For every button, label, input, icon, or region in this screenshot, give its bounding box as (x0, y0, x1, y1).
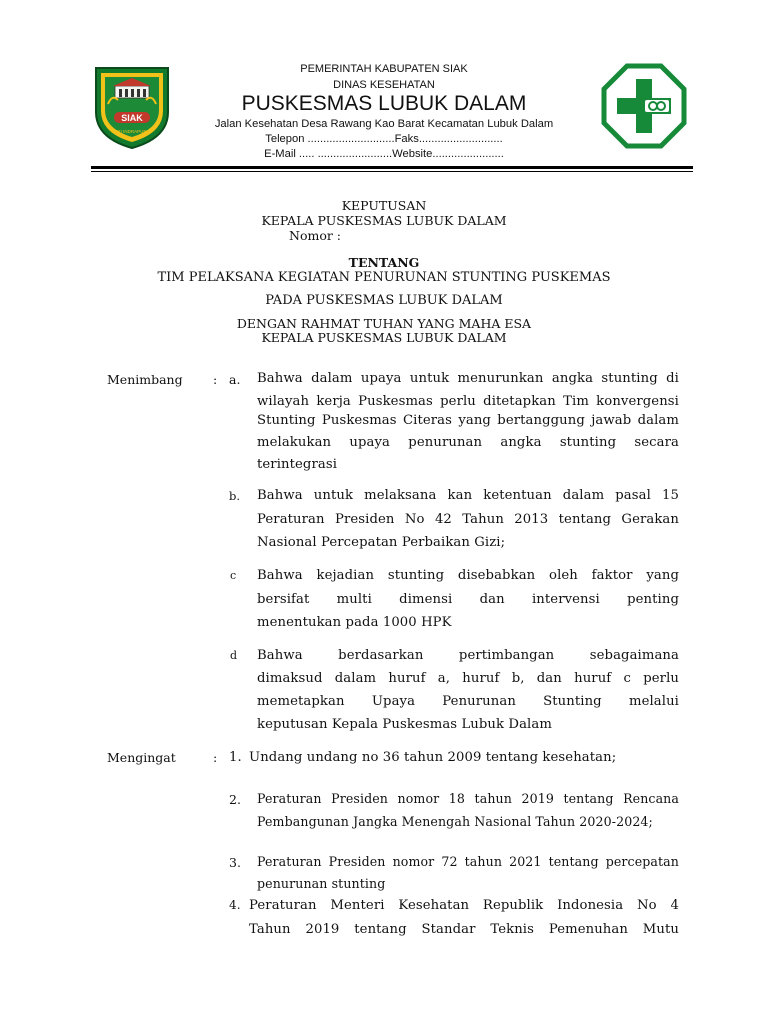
menimbang-d-line2: dimaksud dalam huruf a, huruf b, dan huruf c perlu (257, 671, 679, 686)
decision-issuer: KEPALA PUSKESMAS LUBUK DALAM (261, 213, 507, 228)
decision-about: TENTANG (348, 255, 420, 270)
mengingat-4-line1: Peraturan Menteri Kesehatan Republik Indonesia No 4 (249, 898, 679, 913)
menimbang-label: Menimbang (107, 372, 183, 387)
mengingat-2-line2: Pembangunan Jangka Menengah Nasional Tahun 2020-2024; (257, 814, 653, 829)
regency-logo-text: SIAK (121, 113, 143, 123)
menimbang-colon: : (213, 372, 218, 387)
menimbang-a-line1: Bahwa dalam upaya untuk menurunkan angka stunting di (257, 371, 679, 386)
mengingat-2-line1: Peraturan Presiden nomor 18 tahun 2019 tentang Rencana (257, 791, 679, 806)
menimbang-a-line4: melakukan upaya penurunan angka stunting secara (257, 435, 679, 450)
mengingat-label: Mengingat (107, 750, 176, 765)
decision-heading: KEPUTUSAN (341, 198, 427, 213)
menimbang-a-line5: terintegrasi (257, 457, 338, 472)
mengingat-marker-3: 3. (229, 855, 242, 870)
menimbang-b-line1: Bahwa untuk melaksana kan ketentuan dalam pasal 15 (257, 488, 679, 503)
menimbang-d-line3: memetapkan Upaya Penurunan Stunting melalui (257, 694, 679, 709)
menimbang-d-line4: keputusan Kepala Puskesmas Lubuk Dalam (257, 717, 552, 732)
menimbang-b-line2: Peraturan Presiden No 42 Tahun 2013 tentang Gerakan (257, 512, 679, 527)
decision-blessing: DENGAN RAHMAT TUHAN YANG MAHA ESA (236, 316, 532, 331)
letterhead-title: PUSKESMAS LUBUK DALAM (241, 92, 527, 115)
decision-subject-line1: TIM PELAKSANA KEGIATAN PENURUNAN STUNTING PUSKEMAS (157, 270, 611, 285)
menimbang-c-line2: bersifat multi dimensi dan intervensi penting (257, 592, 679, 607)
puskesmas-logo-icon (601, 63, 687, 149)
menimbang-marker-a: a. (229, 372, 241, 387)
menimbang-a-line2: wilayah kerja Puskesmas perlu ditetapkan Tim konvergensi (257, 394, 679, 409)
mengingat-colon: : (213, 750, 218, 765)
mengingat-3-line1: Peraturan Presiden nomor 72 tahun 2021 tentang percepatan (257, 854, 679, 869)
regency-logo-subtext: SRI INDRAPURA (114, 129, 150, 134)
letterhead-email: E-Mail ..... ........................Website....................... (264, 148, 504, 160)
mengingat-3-line2: penurunan stunting (257, 876, 386, 891)
menimbang-d-line1: Bahwa berdasarkan pertimbangan sebagaimana (257, 648, 679, 663)
letterhead-line2: DINAS KESEHATAN (333, 79, 435, 91)
mengingat-marker-2: 2. (229, 792, 242, 807)
menimbang-marker-d: d (230, 649, 238, 662)
letterhead-address: Jalan Kesehatan Desa Rawang Kao Barat Kecamatan Lubuk Dalam (214, 118, 554, 130)
menimbang-b-line3: Nasional Percepatan Perbaikan Gizi; (257, 535, 506, 550)
menimbang-a-line3: Stunting Puskesmas Citeras yang bertanggung jawab dalam (257, 413, 679, 428)
mengingat-marker-4: 4. (229, 898, 241, 912)
mengingat-4-line2: Tahun 2019 tentang Standar Teknis Pemenuhan Mutu (249, 922, 679, 937)
menimbang-c-line3: menentukan pada 1000 HPK (257, 615, 452, 630)
letterhead-divider-thick (91, 166, 693, 169)
decision-issuer-repeat: KEPALA PUSKESMAS LUBUK DALAM (261, 330, 507, 345)
letterhead-phone: Telepon ............................Faks........................... (265, 133, 503, 145)
decision-subject-line2: PADA PUSKESMAS LUBUK DALAM (265, 293, 503, 308)
menimbang-marker-b: b. (229, 489, 241, 503)
letterhead-line1: PEMERINTAH KABUPATEN SIAK (300, 63, 468, 75)
letterhead-divider-thin (91, 171, 693, 172)
menimbang-c-line1: Bahwa kejadian stunting disebabkan oleh faktor yang (257, 568, 679, 583)
decision-number-label: Nomor : (289, 228, 342, 243)
menimbang-marker-c: c (230, 569, 237, 582)
mengingat-1-line1: Undang undang no 36 tahun 2009 tentang kesehatan; (249, 750, 617, 765)
mengingat-marker-1: 1. (229, 750, 242, 765)
